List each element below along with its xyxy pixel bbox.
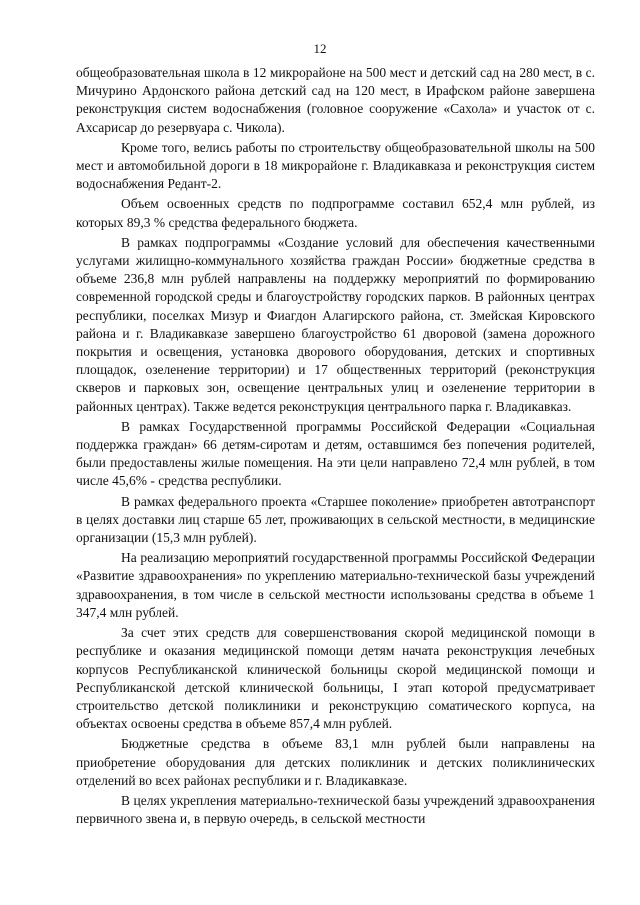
page-number: 12 bbox=[313, 41, 327, 56]
paragraph: В целях укрепления материально-технической базы учреждений здравоохранения первичного звена и, в первую очередь, в сельской местности bbox=[76, 792, 595, 827]
document-body bbox=[76, 64, 595, 830]
paragraph: В рамках подпрограммы «Создание условий для обеспечения качественными услугами жилищно-коммунального хозяйства граждан России» бюджетные средства в объеме 236,8 млн рублей направлены на поддержку мероприятий по формированию современной городской среды и благоустройству городских парков. В районных центрах республики, поселках Мизур и Фиагдон Алагирского района, ст. Змейская Кировского района и г. Владикавказе завершено благоустройство 61 дворовой (замена дорожного покрытия и освещения, установка дворового оборудования, детских и спортивных площадок, озеленение территории) и 17 общественных территорий (реконструкция скверов и парковых зон, освещение центральных улиц и озеленение территории в районных центрах). Также ведется реконструкция центрального парка г. Владикавказ. bbox=[76, 234, 595, 414]
paragraph: общеобразовательная школа в 12 микрорайоне на 500 мест и детский сад на 280 мест, в с. Мичурино Ардонского района детский сад на 120 мест, в Ирафском районе завершена реконструкция систем водоснабжения (головное сооружение «Сахола» и участок от с. Ахсарисар до резервуара с. Чикола). bbox=[76, 65, 595, 135]
paragraph: Бюджетные средства в объеме 83,1 млн рублей были направлены на приобретение оборудования для детских поликлиник и детских поликлинических отделений во всех районах республики и г. Владикавказе. bbox=[76, 736, 595, 788]
paragraph: Кроме того, велись работы по строительству общеобразовательной школы на 500 мест и автомобильной дороги в 18 микрорайоне г. Владикавказа и реконструкция систем водоснабжения Редант-2. bbox=[76, 139, 595, 192]
paragraph: В рамках федерального проекта «Старшее поколение» приобретен автотранспорт в целях доставки лиц старше 65 лет, проживающих в сельской местности, в медицинские организации (15,3 млн рублей). bbox=[76, 493, 595, 546]
paragraph: За счет этих средств для совершенствования скорой медицинской помощи в республике и оказания медицинской помощи детям начата реконструкция лечебных корпусов Республиканской клинической больницы скорой медицинской помощи и Республиканской детской клинической больницы, I этап которой предусматривает строительство детской поликлиники и реконструкцию соматического корпуса, на объектах освоены средства в объеме 857,4 млн рублей. bbox=[76, 625, 595, 732]
paragraph: На реализацию мероприятий государственной программы Российской Федерации «Развитие здравоохранения» по укреплению материально-технической базы учреждений здравоохранения, в том числе в сельской местности использованы средства в объеме 1 347,4 млн рублей. bbox=[76, 550, 595, 620]
paragraph: В рамках Государственной программы Российской Федерации «Социальная поддержка граждан» 66 детям-сиротам и детям, оставшимся без попечения родителей, были предоставлены жилые помещения. На эти цели направлено 72,4 млн рублей, в том числе 45,6% - средства республики. bbox=[76, 418, 595, 489]
paragraph: Объем освоенных средств по подпрограмме составил 652,4 млн рублей, из которых 89,3 % средства федерального бюджета. bbox=[76, 196, 595, 230]
